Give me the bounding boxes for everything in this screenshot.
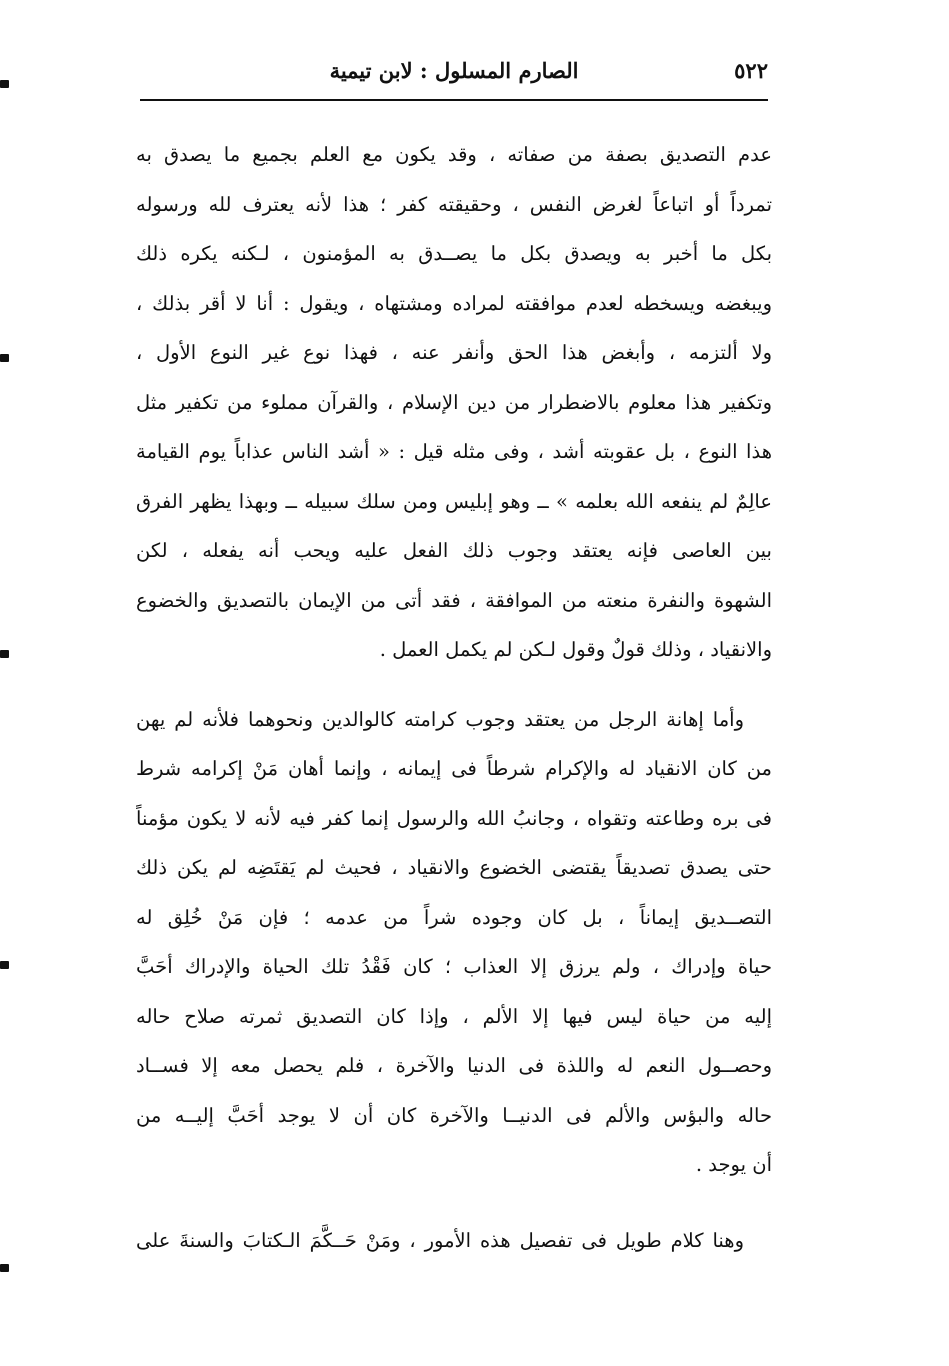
text-line: تمرداً أو اتباعاً لغرض النفس ، وحقيقته كفر ؛ هذا لأنه يعترف لله ورسوله xyxy=(136,192,772,216)
paragraph-spacer xyxy=(136,1190,772,1216)
paragraph-spacer xyxy=(136,675,772,695)
text-line: بين العاصى فإنه يعتقد وجوب ذلك الفعل عليه ويحب أنه يفعله ، لكن xyxy=(136,539,772,562)
page-number: ٥٢٢ xyxy=(734,58,768,83)
text-line: بكل ما أخبر به ويصدق بكل ما يصــدق به المؤمنون ، لـكنه يكره ذلك xyxy=(136,242,772,265)
text-line: حاله والبؤس والألم فى الدنيــا والآخرة كان أن لا يوجد أحَبَّ إليــه من xyxy=(136,1103,772,1127)
body-text xyxy=(136,130,772,1265)
text-line: عدم التصديق بصفة من صفاته ، وقد يكون مع العلم بجميع ما يصدق به xyxy=(136,143,772,166)
header-rule xyxy=(140,99,768,101)
text-line: التصــديق إيماناً ، بل كان وجوده شراً من عدمه ؛ فإن مَنْ خُلِق له xyxy=(136,905,772,929)
running-title: الصارم المسلول : لابن تيمية xyxy=(329,58,579,83)
paragraph-2 xyxy=(136,695,772,1190)
text-line: هذا النوع ، بل عقوبته أشد ، وفى مثله قيل : « أشد الناس عذاباً يوم القيامة xyxy=(136,440,772,463)
margin-mark xyxy=(0,1264,9,1272)
text-line: أن يوجد . xyxy=(695,1153,772,1176)
text-line: ويبغضه ويسخطه لعدم موافقته لمراده ومشتهاه ، ويقول : أنا لا أقر بذلك ، xyxy=(136,291,772,315)
text-line: حياة وإدراك ، ولم يرزق إلا العذاب ؛ كان فَقْدُ تلك الحياة والإدراك أحَبَّ xyxy=(136,955,772,978)
text-line: الشهوة والنفرة منعته من الموافقة ، فقد أتى من الإيمان بالتصديق والخضوع xyxy=(136,588,772,612)
text-line: من كان الانقياد له والإكرام شرطاً فى إيمانه ، وإنما أهان مَنْ إكرامه شرط xyxy=(136,757,772,780)
margin-mark xyxy=(0,80,9,88)
text-line: وتكفير هذا معلوم بالاضطرار من دين الإسلام ، والقرآن مملوء من تكفير مثل xyxy=(136,390,772,414)
margin-mark xyxy=(0,354,9,362)
paragraph-1 xyxy=(136,130,772,675)
text-line: والانقياد ، وذلك قولٌ وقول لـكن لم يكمل العمل . xyxy=(379,638,772,661)
text-line: فى بره وطاعته وتقواه ، وجانبُ الله والرسول إنما كفر فيه لأنه لا يكون مؤمناً xyxy=(136,806,772,830)
paragraph-3 xyxy=(136,1216,772,1266)
text-line: وهنا كلام طويل فى تفصيل هذه الأمور ، ومَنْ حَــكَّمَ الـكتابَ والسنةَ على xyxy=(136,1228,744,1252)
margin-mark xyxy=(0,650,9,658)
text-line: ولا ألتزمه ، وأبغض هذا الحق وأنفر عنه ، فهذا نوع غير النوع الأول ، xyxy=(136,341,772,364)
text-line: عالِمٌ لم ينفعه الله بعلمه » ــ وهو إبليس ومن سلك سبيله ــ وبهذا يظهر الفرق xyxy=(136,489,772,513)
margin-mark xyxy=(0,961,9,969)
page-header xyxy=(140,52,768,100)
text-line: وأما إهانة الرجل من يعتقد وجوب كرامته كالوالدين ونحوهما فلأنه لم يهن xyxy=(136,707,744,731)
text-line: وحصــول النعم له واللذة فى الدنيا والآخرة ، فلم يحصل معه إلا فســاد xyxy=(136,1054,772,1077)
text-line: إليه من حياة ليس فيها إلا الألم ، وإذا كان التصديق ثمرته صلاح حاله xyxy=(136,1004,772,1028)
text-line: حتى يصدق تصديقاً يقتضى الخضوع والانقياد ، فحيث لم يَقتَضِه لم يكن ذلك xyxy=(136,856,772,879)
